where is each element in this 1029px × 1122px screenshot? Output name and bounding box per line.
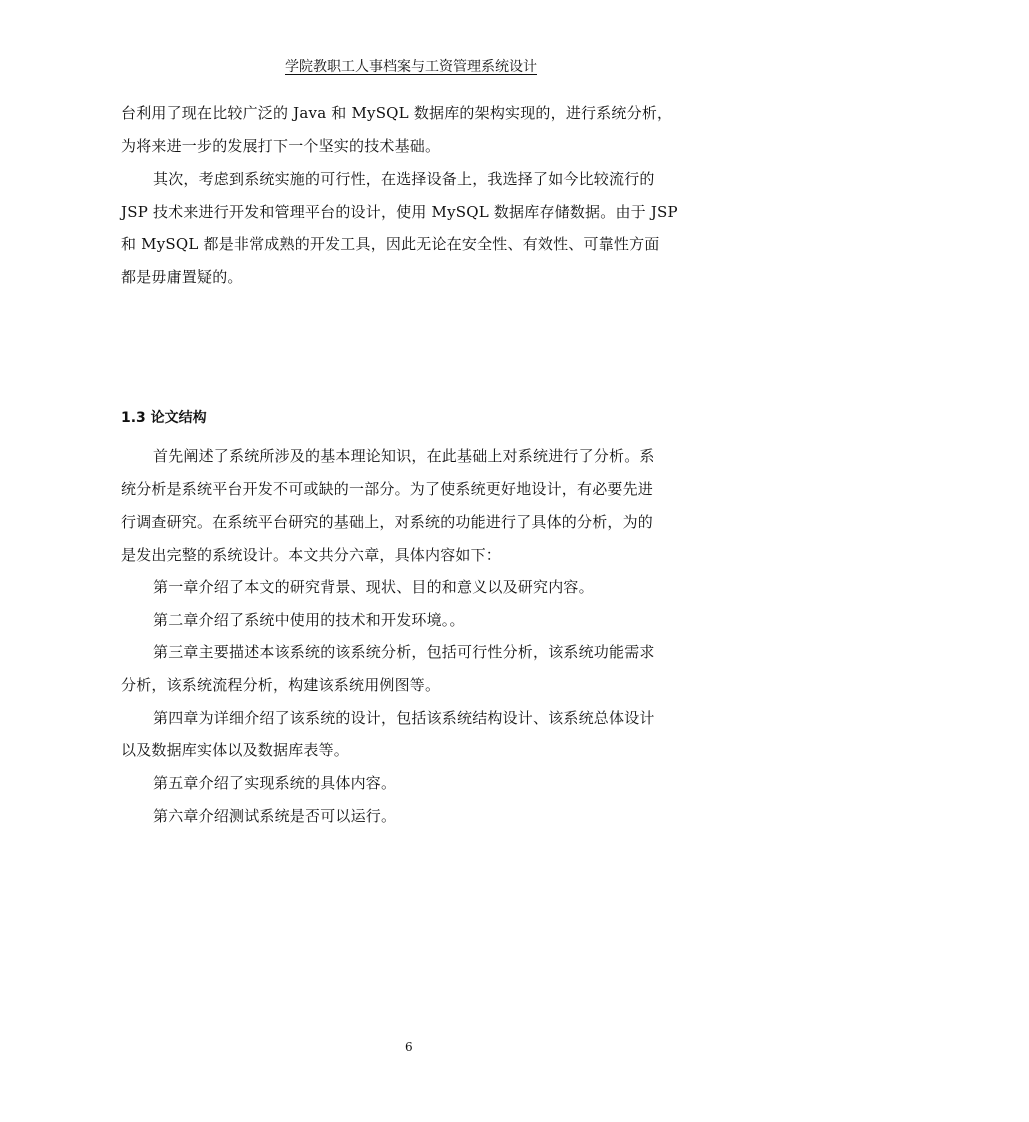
text-line: 第四章为详细介绍了该系统的设计，包括该系统结构设计、该系统总体设计 — [153, 709, 655, 727]
text-line: JSP 技术来进行开发和管理平台的设计，使用 MySQL 数据库存储数据。由于 JSP — [121, 203, 678, 221]
running-header: 学院教职工人事档案与工资管理系统设计 — [285, 59, 537, 75]
text-line: 第五章介绍了实现系统的具体内容。 — [153, 774, 397, 792]
text-line: 是发出完整的系统设计。本文共分六章，具体内容如下： — [121, 546, 502, 564]
text-line: 行调查研究。在系统平台研究的基础上，对系统的功能进行了具体的分析，为的 — [121, 513, 654, 531]
text-line: 第二章介绍了系统中使用的技术和开发环境。。 — [153, 611, 465, 629]
text-line: 第六章介绍测试系统是否可以运行。 — [153, 807, 397, 825]
text-line: 台利用了现在比较广泛的 Java 和 MySQL 数据库的架构实现的，进行系统分析， — [121, 104, 673, 122]
text-line: 分析，该系统流程分析，构建该系统用例图等。 — [121, 676, 441, 694]
text-line: 第一章介绍了本文的研究背景、现状、目的和意义以及研究内容。 — [153, 578, 594, 596]
text-line: 统分析是系统平台开发不可或缺的一部分。为了使系统更好地设计，有必要先进 — [121, 480, 654, 498]
page-number: 6 — [405, 1040, 413, 1054]
text-line: 和 MySQL 都是非常成熟的开发工具，因此无论在安全性、有效性、可靠性方面 — [121, 235, 660, 253]
text-line: 首先阐述了系统所涉及的基本理论知识，在此基础上对系统进行了分析。系 — [153, 447, 655, 465]
text-line: 第三章主要描述本该系统的该系统分析，包括可行性分析，该系统功能需求 — [153, 643, 655, 661]
text-line: 以及数据库实体以及数据库表等。 — [121, 741, 350, 759]
text-line: 都是毋庸置疑的。 — [121, 268, 243, 286]
section-heading: 1.3 论文结构 — [121, 410, 207, 426]
text-line: 为将来进一步的发展打下一个坚实的技术基础。 — [121, 137, 441, 155]
text-line: 其次，考虑到系统实施的可行性，在选择设备上，我选择了如今比较流行的 — [153, 170, 655, 188]
